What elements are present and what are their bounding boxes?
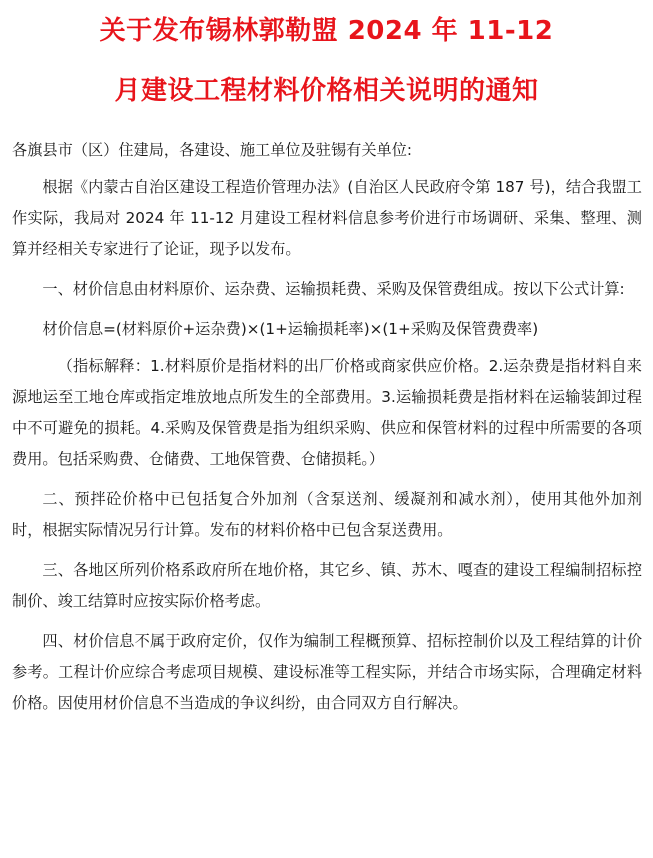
- notice-title-line-2: 月建设工程材料价格相关说明的通知: [114, 76, 539, 106]
- notice-title-line-1: 关于发布锡林郭勒盟 2024 年 11-12: [99, 16, 554, 46]
- explanation-paragraph: （指标解释：1.材料原价是指材料的出厂价格或商家供应价格。2.运杂费是指材料自来源地运至工地仓库或指定堆放地点所发生的全部费用。3.运输损耗费是指材料在运输装卸过程中不可避免的损耗。4.采购及保管费是指为组织采购、供应和保管材料的过程中所需要的各项费用。包括采购费、仓储费、工地保管费、仓储损耗。）: [12, 357, 642, 468]
- salutation: 各旗县市（区）住建局，各建设、施工单位及驻锡有关单位:: [12, 141, 412, 159]
- item-1-paragraph: 一、材价信息由材料原价、运杂费、运输损耗费、采购及保管费组成。按以下公式计算:: [42, 280, 625, 298]
- notice-body: [12, 135, 642, 719]
- formula-paragraph: 材价信息=(材料原价+运杂费)×(1+运输损耗率)×(1+采购及保管费费率): [42, 320, 539, 338]
- item-4-paragraph: 四、材价信息不属于政府定价，仅作为编制工程概预算、招标控制价以及工程结算的计价参考。工程计价应综合考虑项目规模、建设标准等工程实际，并结合市场实际，合理确定材料价格。因使用材价信息不当造成的争议纠纷，由合同双方自行解决。: [12, 632, 642, 712]
- item-2-paragraph: 二、预拌砼价格中已包括复合外加剂（含泵送剂、缓凝剂和减水剂），使用其他外加剂时，根据实际情况另行计算。发布的材料价格中已包含泵送费用。: [12, 490, 642, 539]
- item-3-paragraph: 三、各地区所列价格系政府所在地价格，其它乡、镇、苏木、嘎查的建设工程编制招标控制价、竣工结算时应按实际价格考虑。: [12, 561, 642, 610]
- intro-paragraph: 根据《内蒙古自治区建设工程造价管理办法》(自治区人民政府令第 187 号)，结合我盟工作实际，我局对 2024 年 11-12 月建设工程材料信息参考价进行市场调研、采集、整理、测算并经相关专家进行了论证，现予以发布。: [12, 178, 642, 258]
